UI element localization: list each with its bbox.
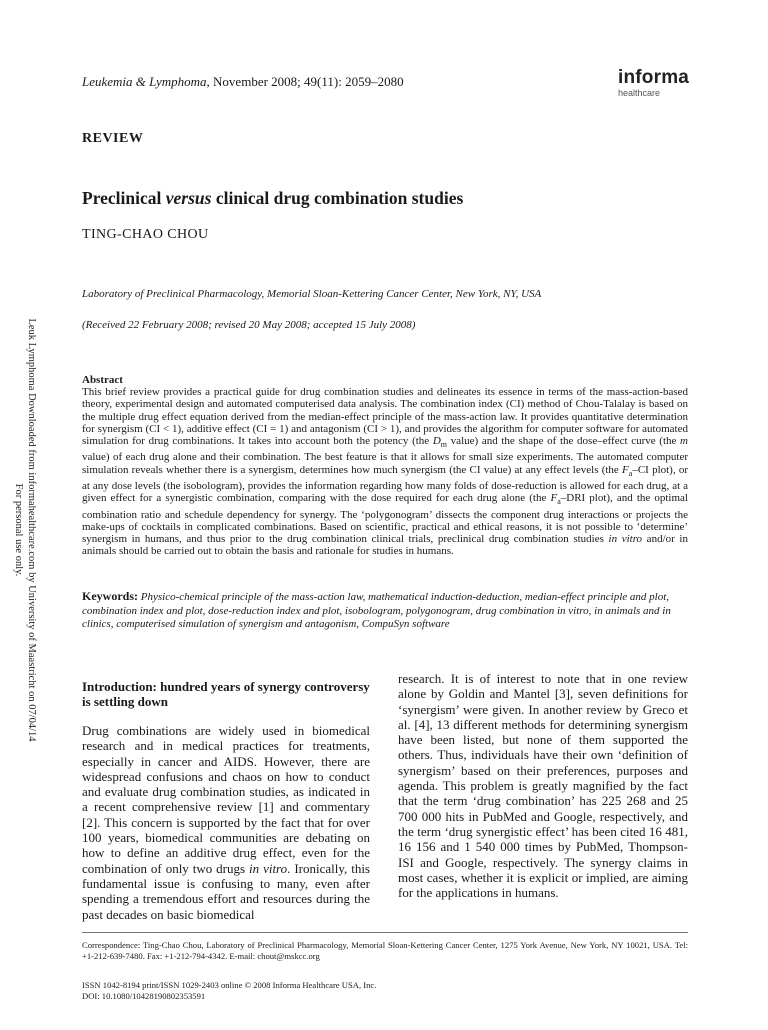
- issn-line: ISSN 1042-8194 print/ISSN 1029-2403 online © 2008 Informa Healthcare USA, Inc.: [82, 980, 377, 990]
- abstract-text-4: –CI plot), or at any dose levels (the isobologram), provides the information regarding how many folds of dose-reduction is allowed for each drug, at a given effect for a synergistic combination, comparing with the dose required for each drug alone (the: [82, 463, 688, 505]
- keywords: [82, 590, 688, 632]
- abstract-fa2-sub: a: [557, 497, 561, 507]
- abstract: [82, 374, 688, 557]
- correspondence-note: Correspondence: Ting-Chao Chou, Laboratory of Preclinical Pharmacology, Memorial Sloan-Kettering Cancer Center, 1275 York Avenue, New York, NY 10021, USA. Tel: +1-212-639-7480. Fax: +1-212-794-4342. E-mail: chout@mskcc.org: [82, 940, 688, 961]
- body-column-left: [82, 679, 370, 922]
- abstract-invitro: in vitro: [608, 533, 643, 545]
- journal-citation: [82, 74, 404, 90]
- publisher-logo: [618, 68, 708, 98]
- title-italic: versus: [165, 188, 212, 208]
- intro-left-text-1: Drug combinations are widely used in biomedical research and in medical practices for treatments, especially in cancer and AIDS. However, there are widespread confusions and chaos on how to conduct and evaluate drug combination studies, as indicated in a recent comprehensive review [1] and commentary [2]. This concern is supported by the fact that for over 100 years, biomedical communities are debating on how to define an additive drug effect, even for the combination of only two drugs: [82, 723, 370, 876]
- title-part2: clinical drug combination studies: [211, 188, 464, 208]
- intro-paragraph-left: [82, 723, 370, 922]
- publisher-logo-main: informa: [618, 67, 690, 88]
- abstract-text-6: and/or in animals should be carried out to obtain the basis and rationale for studies in humans.: [82, 533, 688, 558]
- abstract-text-5: –DRI plot), and the optimal combination ratio and schedule dependency for synergy. The ‘polygonogram’ dissects the component drug interactions or projects the make-ups of cocktails in complicated combinations. Based on scientific, practical and ethical reasons, it is not possible to ‘determine’ synergism in humans, and thus prior to the drug combination clinical trials, preclinical drug combination studies: [82, 492, 688, 545]
- abstract-text-3: value) of each drug alone and their combination. The best feature is that it allows for small size experiments. The automated computer simulation reveals whether there is a synergism, determines how much synergism (the CI value) at any effect levels (the: [82, 451, 688, 476]
- keywords-text: Physico-chemical principle of the mass-action law, mathematical induction-deduction, median-effect principle and plot, combination index and plot, dose-reduction index and plot, isobologram, polygonogram, drug combination in vitro, in animals and in clinics, computerised simulation of synergism and antagonism, CompuSyn software: [82, 591, 671, 630]
- intro-paragraph-right: research. It is of interest to note that in one review alone by Goldin and Mantel [3], seven definitions for ‘synergism’ were given. In another review by Greco et al. [4], 13 different methods for determining synergism have been listed, but none of them supported the others. Thus, individuals have their own ‘definition of synergism’ based on their preferences, purposes and agenda. This problem is greatly magnified by the fact that the term ‘drug combination’ has 225 268 and 25 700 000 hits in PubMed and Google, respectively, and the term ‘drug synergistic effect’ has been cited 16 481, 16 156 and 1 540 000 times by PubMed, Thompson-ISI and Google, respectively. The synergy claims in most cases, whether it is explicit or implied, are aiming for the applications in humans.: [398, 671, 688, 901]
- intro-left-italic: in vitro: [249, 860, 288, 876]
- download-note-line1: Leuk Lymphoma Downloaded from informahealthcare.com by University of Maastricht on 07/04/14: [26, 318, 37, 742]
- publisher-logo-sub: healthcare: [618, 88, 661, 98]
- doi-line: DOI: 10.1080/10428190802353591: [82, 991, 206, 1001]
- journal-issue: , November 2008; 49(11): 2059–2080: [206, 74, 404, 89]
- abstract-fa1: F: [622, 463, 629, 476]
- intro-left-text-2: . Ironically, this fundamental issue is confusing to many, even after spending a tremendous effort and resources during the past decades on basic biomedical: [82, 860, 370, 922]
- abstract-text-1: This brief review provides a practical guide for drug combination studies and delineates its essence in terms of the mass-action-based theory, experimental design and automated computerised data analysis. The combination index (CI) method of Chou-Talalay is based on the multiple drug effect equation derived from the median-effect principle of the mass-action law. It provides quantitative determination for synergism (CI < 1), additive effect (CI = 1) and antagonism (CI > 1), and provides the algorithm for computer software for automated simulation for drug combinations. It takes into account both the potency (the: [82, 386, 688, 448]
- affiliation: Laboratory of Preclinical Pharmacology, Memorial Sloan-Kettering Cancer Center, New York, NY, USA: [82, 288, 542, 300]
- issn-block: [82, 980, 688, 1002]
- keywords-label: Keywords:: [82, 589, 138, 603]
- abstract-body: [82, 386, 688, 557]
- abstract-dm: D: [432, 435, 441, 448]
- title-part1: Preclinical: [82, 188, 166, 208]
- intro-heading: Introduction: hundred years of synergy controversy is settling down: [82, 679, 370, 709]
- abstract-fa2: F: [550, 492, 558, 505]
- section-label: REVIEW: [82, 131, 144, 146]
- abstract-fa1-sub: a: [628, 468, 633, 478]
- abstract-text-2: value) and the shape of the dose–effect curve (the: [447, 435, 681, 448]
- body-column-right: [398, 671, 688, 900]
- abstract-m: m: [680, 435, 688, 448]
- abstract-heading: Abstract: [82, 374, 123, 386]
- footnote-divider: [82, 932, 688, 933]
- download-note-line2: For personal use only.: [13, 483, 24, 577]
- abstract-dm-sub: m: [440, 440, 448, 450]
- download-watermark: [12, 30, 37, 1030]
- journal-name: Leukemia & Lymphoma: [82, 74, 207, 89]
- received-dates: (Received 22 February 2008; revised 20 May 2008; accepted 15 July 2008): [82, 319, 416, 331]
- article-title: [82, 188, 463, 209]
- author-name: TING-CHAO CHOU: [82, 227, 209, 242]
